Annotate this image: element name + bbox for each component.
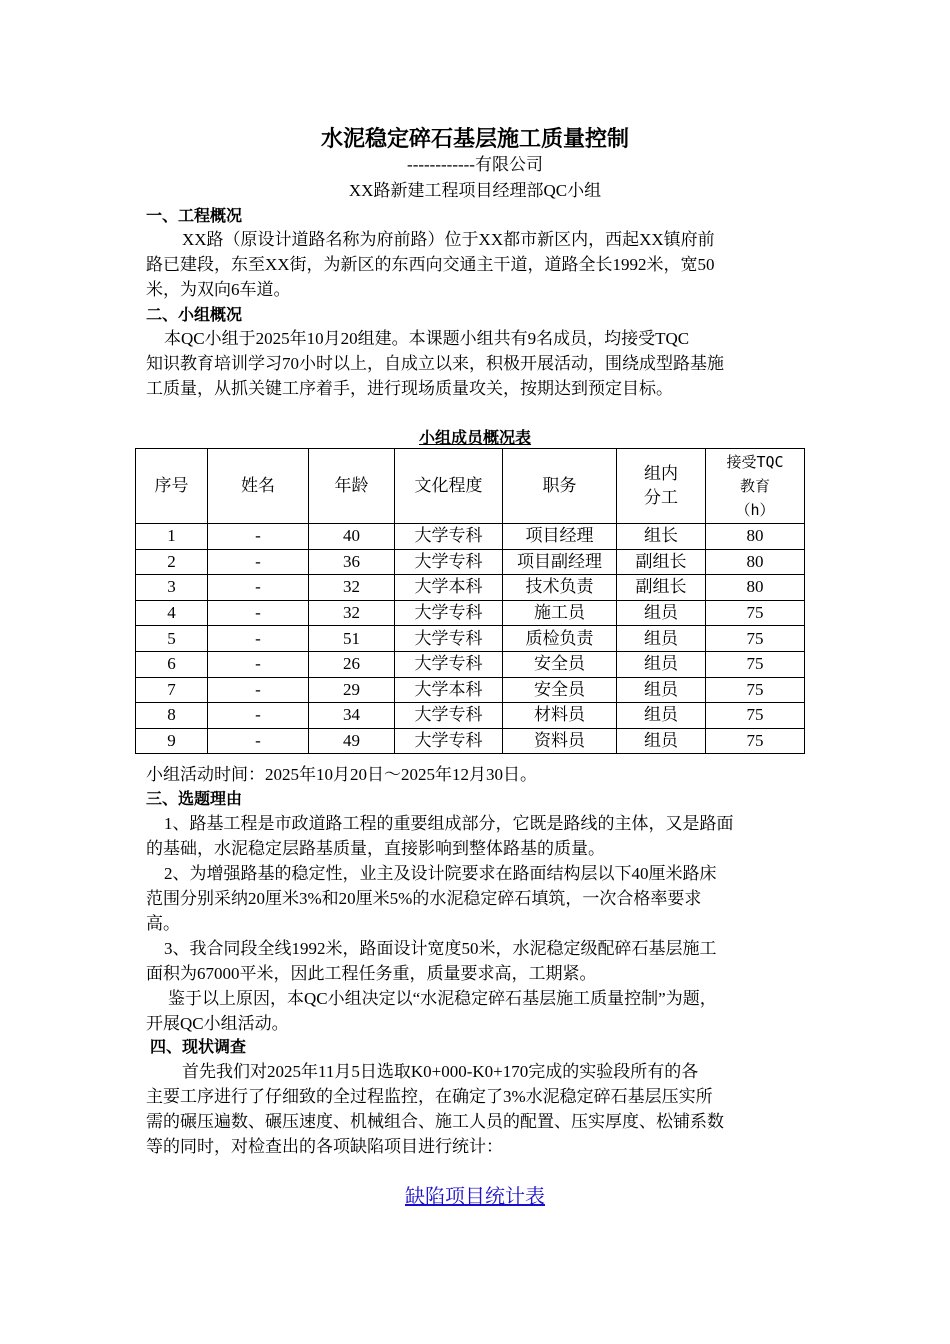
table-cell: - xyxy=(208,703,309,729)
table-cell: - xyxy=(208,626,309,652)
table-cell: 75 xyxy=(706,600,805,626)
table-cell: 副组长 xyxy=(617,575,706,601)
table-cell: 大学专科 xyxy=(395,728,503,754)
paragraph-line: 米，为双向6车道。 xyxy=(146,280,291,299)
table-cell: 80 xyxy=(706,549,805,575)
table-cell: 75 xyxy=(706,728,805,754)
table-cell: 6 xyxy=(136,651,208,677)
table-cell: 组员 xyxy=(617,600,706,626)
table-row xyxy=(136,626,805,652)
table-cell: 75 xyxy=(706,703,805,729)
table-cell: 安全员 xyxy=(503,651,617,677)
header-line: 教育 xyxy=(739,477,770,495)
header-cell: 职务 xyxy=(503,449,617,524)
section-heading-overview: 一、工程概况 xyxy=(146,206,243,225)
table-cell: 3 xyxy=(136,575,208,601)
table-cell: 安全员 xyxy=(503,677,617,703)
paragraph-line: 知识教育培训学习70小时以上，自成立以来，积极开展活动，围绕成型路基施 xyxy=(146,354,724,373)
table-cell: - xyxy=(208,549,309,575)
table-cell: 大学本科 xyxy=(395,575,503,601)
table-cell: 4 xyxy=(136,600,208,626)
table-cell: 组员 xyxy=(617,626,706,652)
table-cell: 51 xyxy=(309,626,395,652)
table-cell: 组员 xyxy=(617,703,706,729)
table-cell: - xyxy=(208,575,309,601)
table-cell: 项目经理 xyxy=(503,524,617,550)
table-cell: - xyxy=(208,728,309,754)
paragraph-line: 首先我们对2025年11月5日选取K0+000-K0+170完成的实验段所有的各 xyxy=(182,1062,699,1081)
table-cell: 34 xyxy=(309,703,395,729)
table-row xyxy=(136,524,805,550)
table-cell: 75 xyxy=(706,651,805,677)
table-cell: 项目副经理 xyxy=(503,549,617,575)
paragraph-line: 1、路基工程是市政道路工程的重要组成部分，它既是路线的主体，又是路面 xyxy=(164,814,734,833)
section-heading-group: 二、小组概况 xyxy=(146,305,243,324)
table-cell: 32 xyxy=(309,600,395,626)
table-header-row xyxy=(136,449,805,524)
section-heading-survey: 四、现状调查 xyxy=(150,1037,247,1056)
table-cell: - xyxy=(208,677,309,703)
paragraph-line: 高。 xyxy=(146,914,180,933)
paragraph-line: 的基础，水泥稳定层路基质量，直接影响到整体路基的质量。 xyxy=(146,839,605,858)
table-cell: 组长 xyxy=(617,524,706,550)
activity-time: 小组活动时间：2025年10月20日～2025年12月30日。 xyxy=(146,765,537,784)
header-cell-division xyxy=(617,449,706,524)
table-cell: 大学专科 xyxy=(395,549,503,575)
table-cell: 质检负责 xyxy=(503,626,617,652)
table-cell: 26 xyxy=(309,651,395,677)
table-cell: 80 xyxy=(706,575,805,601)
table-cell: 技术负责 xyxy=(503,575,617,601)
table-cell: 大学专科 xyxy=(395,600,503,626)
table-cell: 组员 xyxy=(617,728,706,754)
table-cell: - xyxy=(208,600,309,626)
page-title: 水泥稳定碎石基层施工质量控制 xyxy=(320,127,629,152)
table-cell: 9 xyxy=(136,728,208,754)
table-cell: 施工员 xyxy=(503,600,617,626)
table-cell: 大学本科 xyxy=(395,677,503,703)
table-cell: 副组长 xyxy=(617,549,706,575)
table-cell: 5 xyxy=(136,626,208,652)
header-line: 分工 xyxy=(644,488,678,507)
paragraph-line: 主要工序进行了仔细致的全过程监控，在确定了3%水泥稳定碎石基层压实所 xyxy=(146,1087,713,1106)
header-line: （h） xyxy=(735,501,775,519)
paragraph-line: 鉴于以上原因，本QC小组决定以“水泥稳定碎石基层施工质量控制”为题， xyxy=(168,989,717,1008)
paragraph-line: 面积为67000平米，因此工程任务重，质量要求高，工期紧。 xyxy=(146,964,597,983)
company-name: ------------有限公司 xyxy=(407,155,543,174)
table-caption: 小组成员概况表 xyxy=(418,428,531,447)
table-row xyxy=(136,575,805,601)
header-cell: 姓名 xyxy=(208,449,309,524)
paragraph-line: 等的同时，对检查出的各项缺陷项目进行统计： xyxy=(146,1137,503,1156)
table-cell: 80 xyxy=(706,524,805,550)
table-cell: - xyxy=(208,651,309,677)
header-cell: 文化程度 xyxy=(395,449,503,524)
paragraph-line: 范围分别采纳20厘米3%和20厘米5%的水泥稳定碎石填筑，一次合格率要求 xyxy=(146,889,702,908)
table-row xyxy=(136,677,805,703)
table-cell: 7 xyxy=(136,677,208,703)
table-cell: 49 xyxy=(309,728,395,754)
header-cell: 序号 xyxy=(136,449,208,524)
header-cell-tqc xyxy=(706,449,805,524)
table-row xyxy=(136,703,805,729)
defect-table-link[interactable]: 缺陷项目统计表 xyxy=(405,1184,545,1208)
table-row xyxy=(136,651,805,677)
table-cell: 8 xyxy=(136,703,208,729)
table-cell: 大学专科 xyxy=(395,703,503,729)
paragraph-line: 需的碾压遍数、碾压速度、机械组合、施工人员的配置、压实厚度、松铺系数 xyxy=(146,1112,724,1131)
table-cell: - xyxy=(208,524,309,550)
table-cell: 32 xyxy=(309,575,395,601)
paragraph-line: XX路（原设计道路名称为府前路）位于XX都市新区内，西起XX镇府前 xyxy=(182,230,715,249)
header-cell: 年龄 xyxy=(309,449,395,524)
paragraph-line: 本QC小组于2025年10月20组建。本课题小组共有9名成员，均接受TQC xyxy=(164,329,690,348)
table-cell: 75 xyxy=(706,626,805,652)
table-cell: 大学专科 xyxy=(395,651,503,677)
members-table xyxy=(135,448,805,754)
header-line: 组内 xyxy=(644,464,678,483)
table-cell: 大学专科 xyxy=(395,626,503,652)
table-cell: 2 xyxy=(136,549,208,575)
table-cell: 1 xyxy=(136,524,208,550)
table-row xyxy=(136,728,805,754)
paragraph-line: 2、为增强路基的稳定性，业主及设计院要求在路面结构层以下40厘米路床 xyxy=(164,864,717,883)
paragraph-line: 开展QC小组活动。 xyxy=(146,1014,289,1033)
table-cell: 组员 xyxy=(617,677,706,703)
table-cell: 资料员 xyxy=(503,728,617,754)
table-row xyxy=(136,600,805,626)
table-cell: 36 xyxy=(309,549,395,575)
table-cell: 大学专科 xyxy=(395,524,503,550)
qc-group-name: XX路新建工程项目经理部QC小组 xyxy=(348,181,602,200)
table-row xyxy=(136,549,805,575)
section-heading-reasons: 三、选题理由 xyxy=(146,789,243,808)
paragraph-line: 3、我合同段全线1992米，路面设计宽度50米，水泥稳定级配碎石基层施工 xyxy=(164,939,717,958)
table-cell: 材料员 xyxy=(503,703,617,729)
paragraph-line: 工质量，从抓关键工序着手，进行现场质量攻关，按期达到预定目标。 xyxy=(146,379,673,398)
table-cell: 29 xyxy=(309,677,395,703)
table-cell: 75 xyxy=(706,677,805,703)
header-line: 接受TQC xyxy=(726,453,784,471)
table-cell: 组员 xyxy=(617,651,706,677)
paragraph-line: 路已建段，东至XX街，为新区的东西向交通主干道，道路全长1992米，宽50 xyxy=(146,255,715,274)
table-cell: 40 xyxy=(309,524,395,550)
